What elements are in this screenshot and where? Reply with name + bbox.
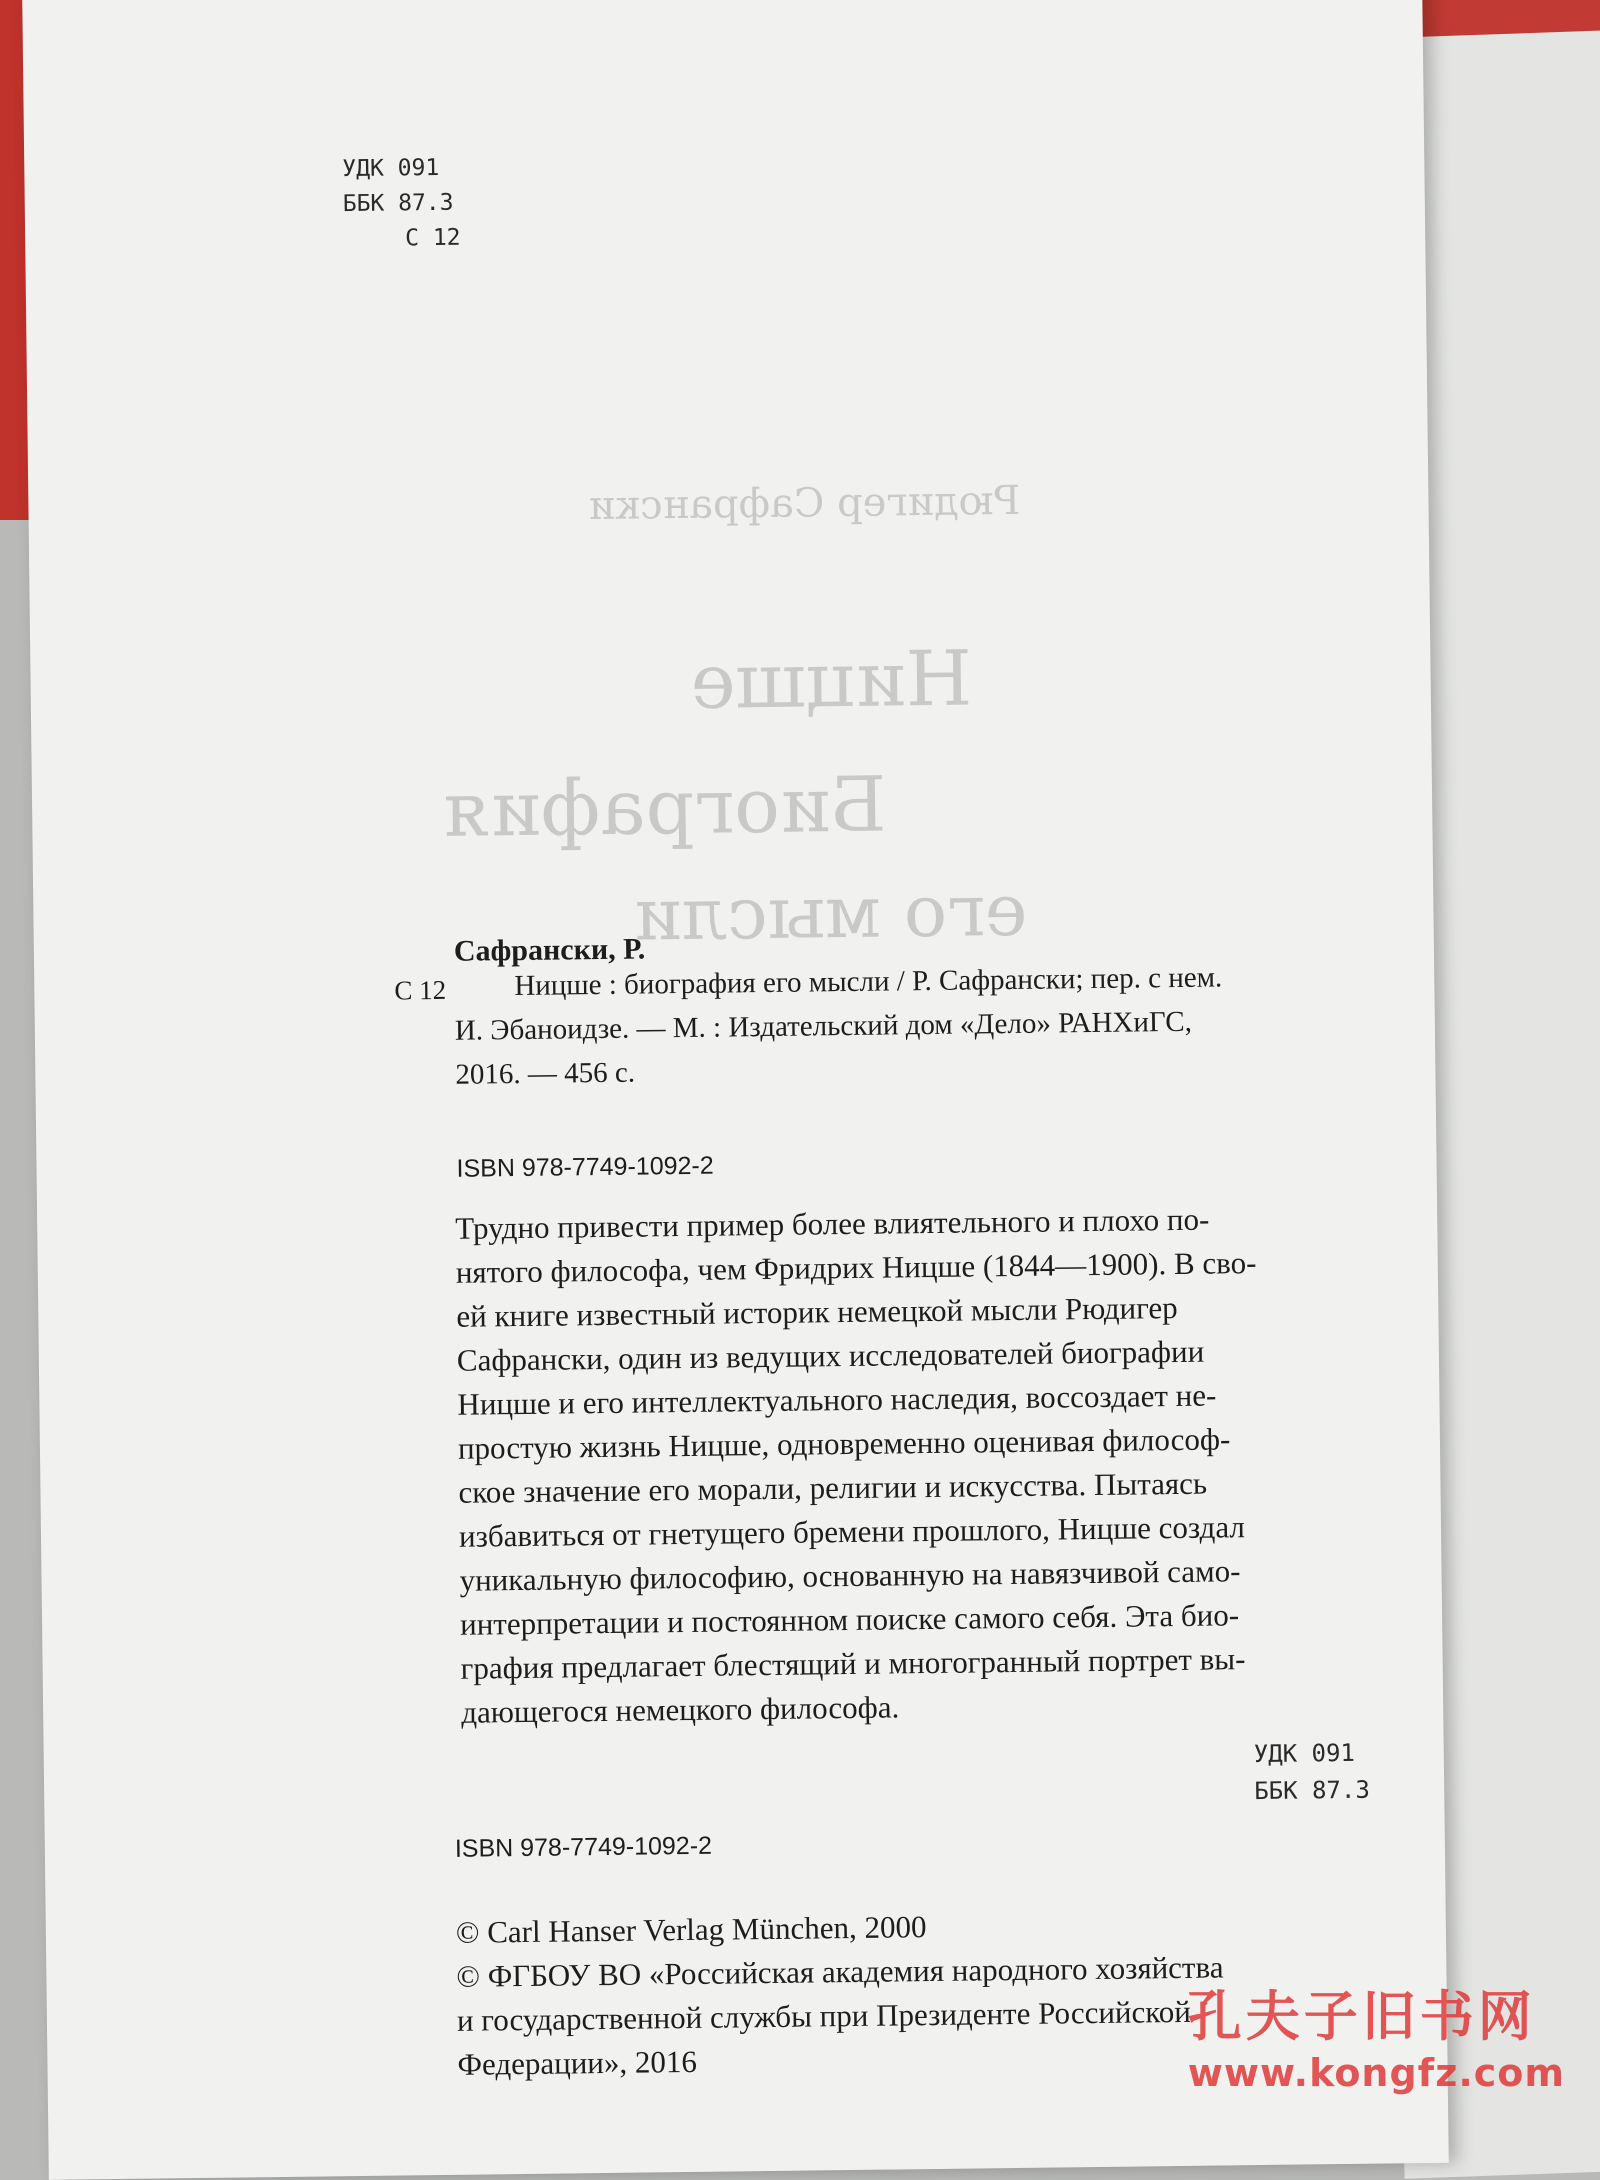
annotation (455, 1195, 1397, 1734)
annotation-line: Ницше и его интеллектуального наследия, воссоздает не- (457, 1377, 1217, 1422)
annotation-line: избавиться от гнетущего бремени прошлого, Ницше создал (458, 1509, 1246, 1554)
copyright-line-4: Федерации», 2016 (457, 2043, 698, 2082)
bib-line-2: И. Эбаноидзе. — М. : Издательский дом «Дело» РАНХиГС, (454, 1005, 1193, 1047)
watermark-chinese: 孔夫子旧书网 (1187, 1985, 1536, 2048)
copyright-line-3: и государственной службы при Президенте Российской (456, 1993, 1192, 2038)
show-through-author: Рюдигер Сафрански (588, 477, 1021, 530)
annotation-line: Сафрански, один из ведущих исследователей биографии (456, 1333, 1205, 1378)
udk-top: УДК 091 (342, 154, 440, 183)
isbn-entry: ISBN 978-7749-1092-2 (456, 1151, 714, 1183)
isbn-bottom: ISBN 978-7749-1092-2 (454, 1831, 713, 1863)
show-through-title: Ницше (690, 633, 973, 726)
show-through-subtitle-1: Биография (441, 759, 887, 854)
udk-bottom: УДК 091 (1253, 1738, 1356, 1769)
annotation-line: дающегося немецкого философа. (460, 1689, 900, 1730)
entry-code: С 12 (394, 974, 447, 1006)
annotation-line: графия предлагает блестящий и многогранный портрет вы- (460, 1641, 1246, 1686)
watermark (1188, 1974, 1565, 2095)
annotation-line: Трудно привести пример более влиятельного и плохо по- (455, 1201, 1210, 1246)
bib-line-3: 2016. — 456 с. (455, 1056, 636, 1091)
copyright-line-1: © Carl Hanser Verlag München, 2000 (455, 1909, 927, 1950)
code-top: С 12 (405, 224, 461, 252)
imprint-page (22, 0, 1449, 2180)
show-through-subtitle-2: его мысли (632, 867, 1028, 957)
copyright-line-2: © ФГБОУ ВО «Российская академия народного хозяйства (456, 1949, 1224, 1994)
bbk-top: ББК 87.3 (342, 189, 454, 218)
annotation-line: ей книге известный историк немецкой мысли Рюдигер (456, 1289, 1178, 1334)
annotation-line: уникальную философию, основанную на навязчивой само- (459, 1553, 1241, 1598)
watermark-url: www.kongfz.com (1187, 2051, 1565, 2095)
author-heading: Сафрански, Р. (453, 932, 646, 968)
annotation-line: интерпретации и постоянном поиске самого себя. Эта био- (459, 1597, 1240, 1642)
annotation-line: ское значение его морали, религии и искусства. Пытаясь (458, 1465, 1208, 1510)
annotation-line: простую жизнь Ницше, одновременно оценивая философ- (457, 1421, 1231, 1466)
bbk-bottom: ББК 87.3 (1254, 1775, 1370, 1806)
annotation-line: нятого философа, чем Фридрих Ницше (1844—1900). В сво- (455, 1245, 1257, 1290)
bib-line-1: Ницше : биография его мысли / Р. Сафрански; пер. с нем. (514, 961, 1223, 1003)
